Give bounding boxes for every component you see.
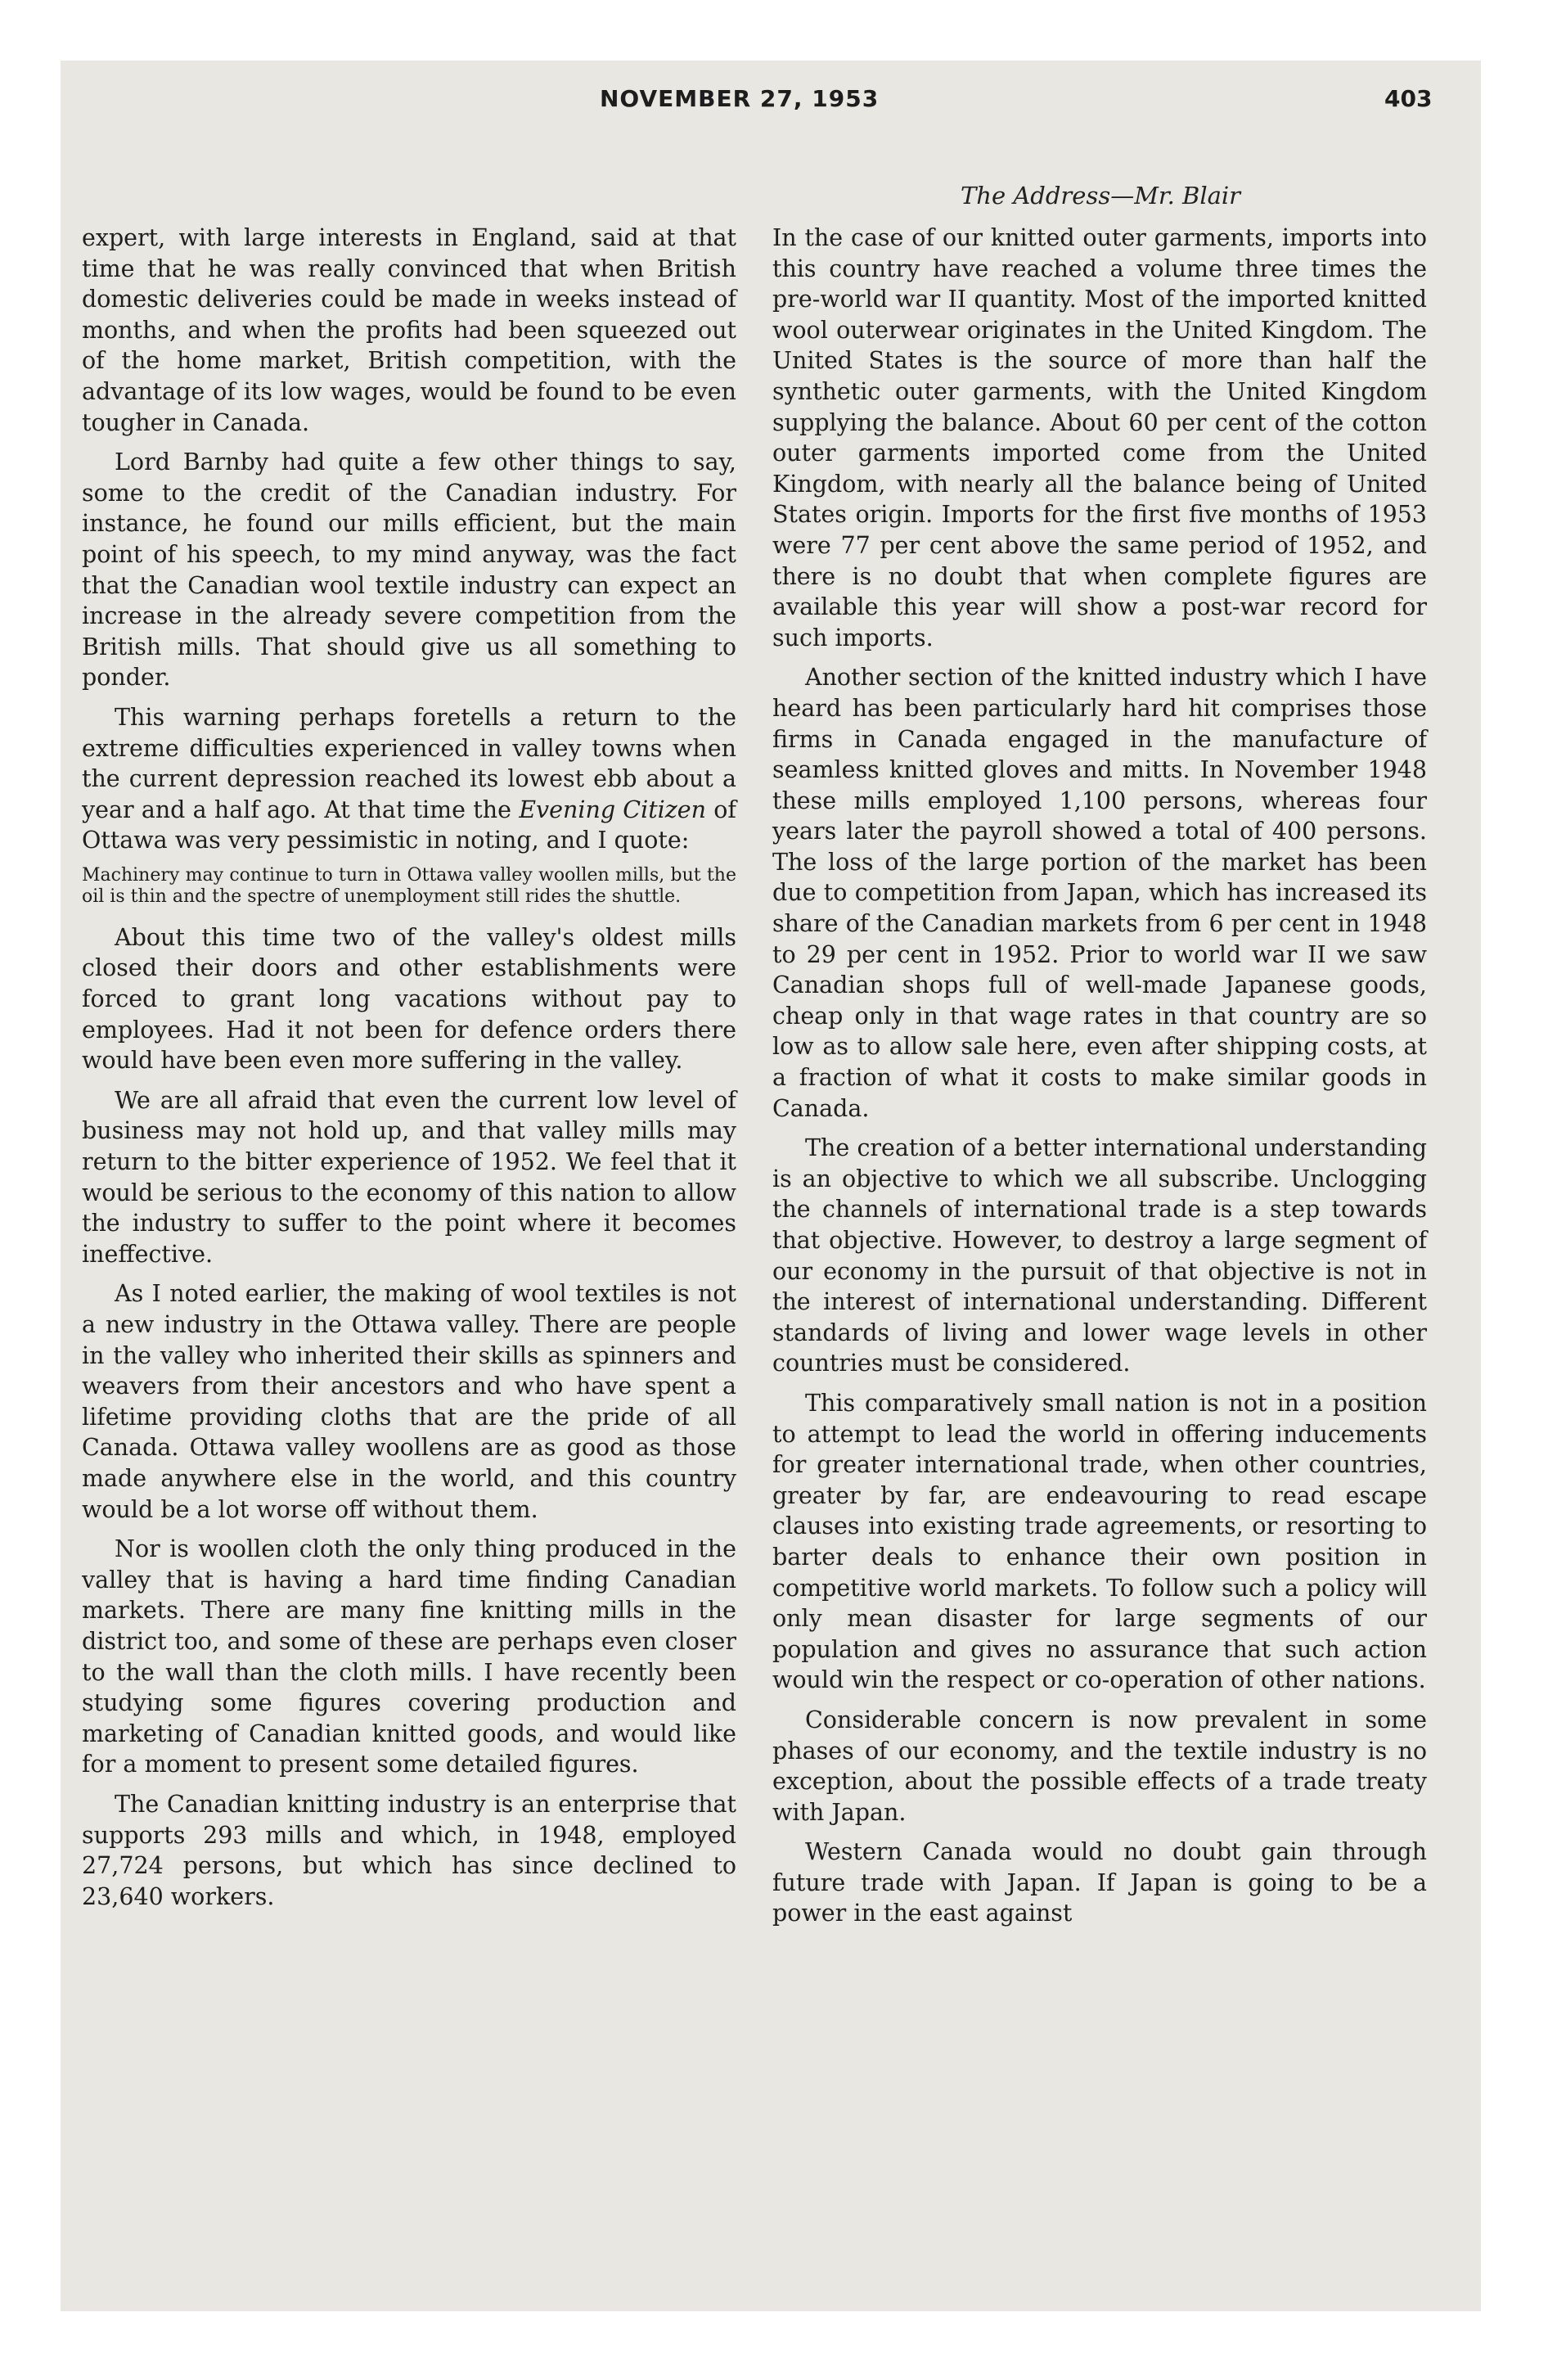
left-column: [82, 223, 736, 1921]
paragraph: [82, 702, 736, 856]
paragraph: Nor is woollen cloth the only thing produced in the valley that is having a hard time finding Canadian markets. There are many fine knitting mills in the district too, and some of these are perhaps even closer to the wall than the cloth mills. I have recently been studying some figures covering production and marketing of Canadian knitted goods, and would like for a moment to present some detailed figures.: [82, 1535, 736, 1778]
newspaper-title: Evening Citizen: [519, 796, 707, 823]
page-header: [0, 85, 1548, 134]
header-date: NOVEMBER 27, 1953: [600, 85, 880, 112]
running-head: The Address—Mr. Blair: [960, 182, 1241, 210]
right-column: [772, 223, 1427, 1938]
paragraph: As I noted earlier, the making of wool textiles is not a new industry in the Ottawa valley. There are people in the valley who inherited their skills as spinners and weavers from their ancestors and who have spent a lifetime providing cloths that are the pride of all Canada. Ottawa valley woollens are as good as those made anywhere else in the world, and this country would be a lot worse off without them.: [82, 1280, 736, 1523]
paragraph: Another section of the knitted industry which I have heard has been particularly hard hit comprises those firms in Canada engaged in the manufacture of seamless knitted gloves and mitts. In November 1948 these mills employed 1,100 persons, whereas four years later the payroll showed a total of 400 persons. The loss of the large portion of the market has been due to competition from Japan, which has increased its share of the Canadian markets from 6 per cent in 1948 to 29 per cent in 1952. Prior to world war II we saw Canadian shops full of well-made Japanese goods, cheap only in that wage rates in that country are so low as to allow sale here, even after shipping costs, at a fraction of what it costs to make similar goods in Canada.: [772, 664, 1427, 1122]
paragraph: We are all afraid that even the current low level of business may not hold up, and that valley mills may return to the bitter experience of 1952. We feel that it would be serious to the economy of this nation to allow the industry to suffer to the point where it becomes ineffective.: [82, 1086, 736, 1268]
paragraph: In the case of our knitted outer garments, imports into this country have reached a volume three times the pre-world war II quantity. Most of the imported knitted wool outerwear originates in the United Kingdom. The United States is the source of more than half the synthetic outer garments, with the United Kingdom supplying the balance. About 60 per cent of the cotton outer garments imported come from the United Kingdom, with nearly all the balance being of United States origin. Imports for the first five months of 1953 were 77 per cent above the same period of 1952, and there is no doubt that when complete figures are available this year will show a post-war record for such imports.: [772, 224, 1427, 651]
paragraph: About this time two of the valley's oldest mills closed their doors and other establishments were forced to grant long vacations without pay to employees. Had it not been for defence orders there would have been even more suffering in the valley.: [82, 923, 736, 1075]
paragraph: Considerable concern is now prevalent in some phases of our economy, and the textile industry is no exception, about the possible effects of a trade treaty with Japan.: [772, 1706, 1427, 1826]
paragraph: expert, with large interests in England, said at that time that he was really convinced that when British domestic deliveries could be made in weeks instead of months, and when the profits had been squeezed out of the home market, British competition, with the advantage of its low wages, would be found to be even tougher in Canada.: [82, 224, 736, 436]
paragraph: The Canadian knitting industry is an enterprise that supports 293 mills and which, in 1948, employed 27,724 persons, but which has since declined to 23,640 workers.: [82, 1790, 736, 1910]
paragraph: Lord Barnby had quite a few other things to say, some to the credit of the Canadian industry. For instance, he found our mills efficient, but the main point of his speech, to my mind anyway, was the fact that the Canadian wool textile industry can expect an increase in the already severe competition from the British mills. That should give us all something to ponder.: [82, 449, 736, 692]
block-quote: Machinery may continue to turn in Ottawa valley woollen mills, but the oil is thin and the spectre of unemployment still rides the shuttle.: [82, 864, 736, 907]
page-number: 403: [1384, 85, 1433, 112]
paragraph: Western Canada would no doubt gain through future trade with Japan. If Japan is going to be a power in the east against: [772, 1838, 1427, 1927]
paragraph: This comparatively small nation is not in a position to attempt to lead the world in offering inducements for greater international trade, when other countries, greater by far, are endeavouring to read escape clauses into existing trade agreements, or resorting to barter deals to enhance their own position in competitive world markets. To follow such a policy will only mean disaster for large segments of our population and gives no assurance that such action would win the respect or co-operation of other nations.: [772, 1389, 1427, 1694]
paragraph-text: of Ottawa was very pessimistic in noting, and I quote:: [82, 796, 736, 854]
paragraph-text: This warning perhaps foretells a return to the extreme difficulties experienced in valley towns when the current depression reached its lowest ebb about a year and a half ago. At that time the: [82, 703, 736, 823]
paragraph: The creation of a better international understanding is an objective to which we all subscribe. Unclogging the channels of international trade is a step towards that objective. However, to destroy a large segment of our economy in the pursuit of that objective is not in the interest of international understanding. Different standards of living and lower wage levels in other countries must be considered.: [772, 1134, 1427, 1377]
